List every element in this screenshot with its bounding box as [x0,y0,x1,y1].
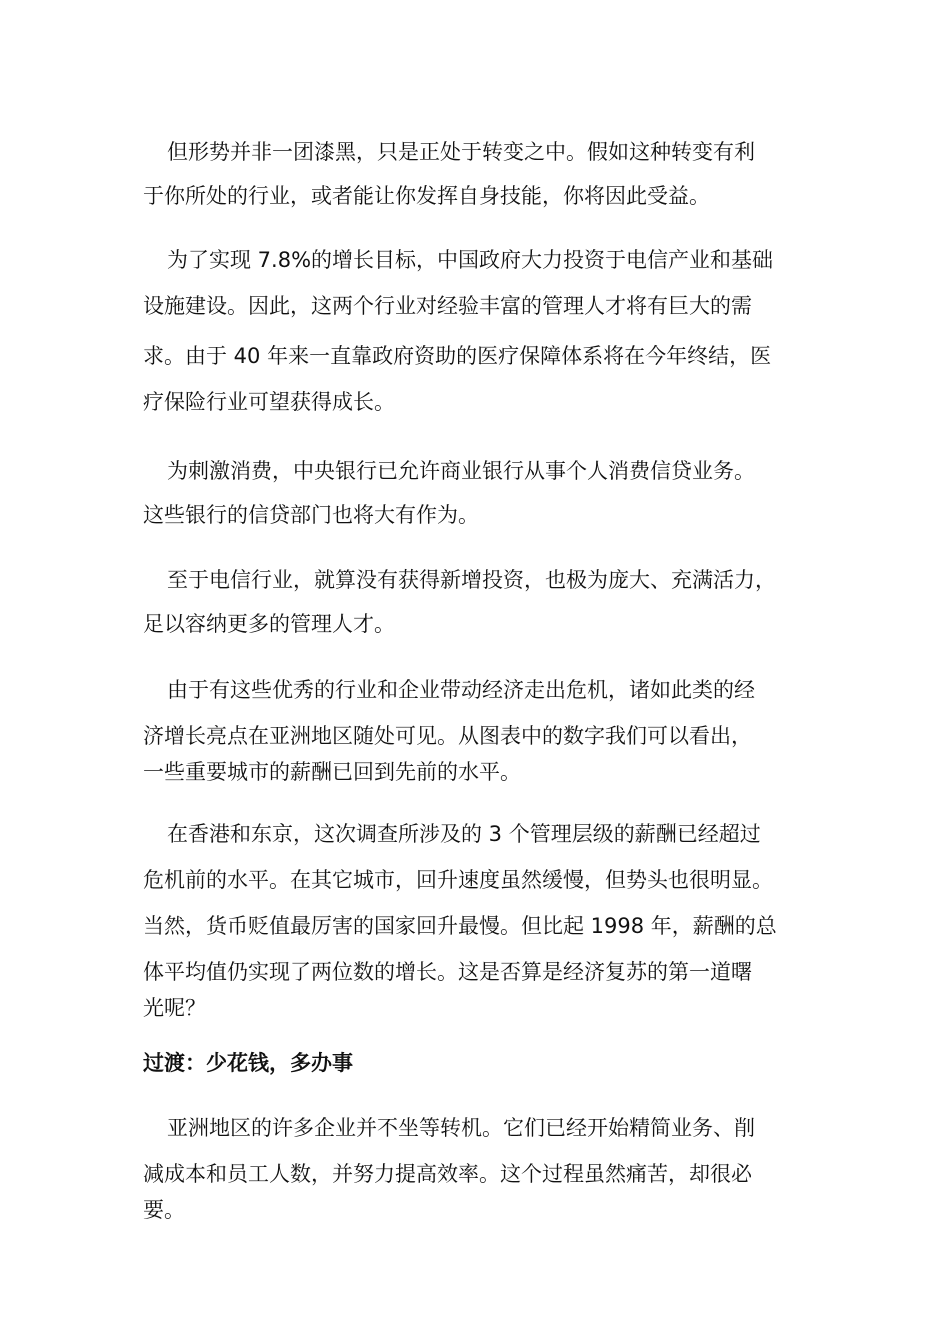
paragraph-4 [143,564,813,652]
paragraph-line: 疗保险行业可望获得成长。 [143,390,395,414]
paragraph-line: 亚洲地区的许多企业并不坐等转机。它们已经开始精简业务、削 [167,1116,755,1140]
paragraph-line: 由于有这些优秀的行业和企业带动经济走出危机，诸如此类的经 [167,678,755,702]
paragraph-line: 济增长亮点在亚洲地区随处可见。从图表中的数字我们可以看出， [143,724,752,748]
paragraph-6 [143,818,813,1028]
paragraph-line: 为刺激消费，中央银行已允许商业银行从事个人消费信贷业务。 [167,459,755,483]
paragraph-line: 要。 [143,1198,185,1222]
paragraph-1 [143,136,813,224]
paragraph-line: 当然，货币贬值最厉害的国家回升最慢。但比起 1998 年，薪酬的总 [143,914,777,938]
paragraph-line: 于你所处的行业，或者能让你发挥自身技能，你将因此受益。 [143,184,710,208]
paragraph-line: 减成本和员工人数，并努力提高效率。这个过程虽然痛苦，却很必 [143,1162,752,1186]
paragraph-2 [143,244,813,430]
paragraph-line: 但形势并非一团漆黑，只是正处于转变之中。假如这种转变有利 [167,140,755,164]
paragraph-line: 求。由于 40 年来一直靠政府资助的医疗保障体系将在今年终结，医 [143,344,772,368]
paragraph-line: 至于电信行业，就算没有获得新增投资，也极为庞大、充满活力， [167,568,776,592]
paragraph-line: 一些重要城市的薪酬已回到先前的水平。 [143,760,521,784]
paragraph-line: 这些银行的信贷部门也将大有作为。 [143,503,479,527]
paragraph-line: 设施建设。因此，这两个行业对经验丰富的管理人才将有巨大的需 [143,294,752,318]
paragraph-line: 为了实现 7.8%的增长目标，中国政府大力投资于电信产业和基础 [167,248,774,272]
paragraph-line: 危机前的水平。在其它城市，回升速度虽然缓慢，但势头也很明显。 [143,868,773,892]
paragraph-line: 在香港和东京，这次调查所涉及的 3 个管理层级的薪酬已经超过 [167,822,761,846]
paragraph-3 [143,455,813,543]
paragraph-line: 足以容纳更多的管理人才。 [143,612,395,636]
section-heading: 过渡：少花钱，多办事 [143,1051,353,1075]
paragraph-line: 光呢？ [143,996,206,1020]
paragraph-7 [143,1112,813,1230]
paragraph-5 [143,674,813,792]
paragraph-line: 体平均值仍实现了两位数的增长。这是否算是经济复苏的第一道曙 [143,960,752,984]
